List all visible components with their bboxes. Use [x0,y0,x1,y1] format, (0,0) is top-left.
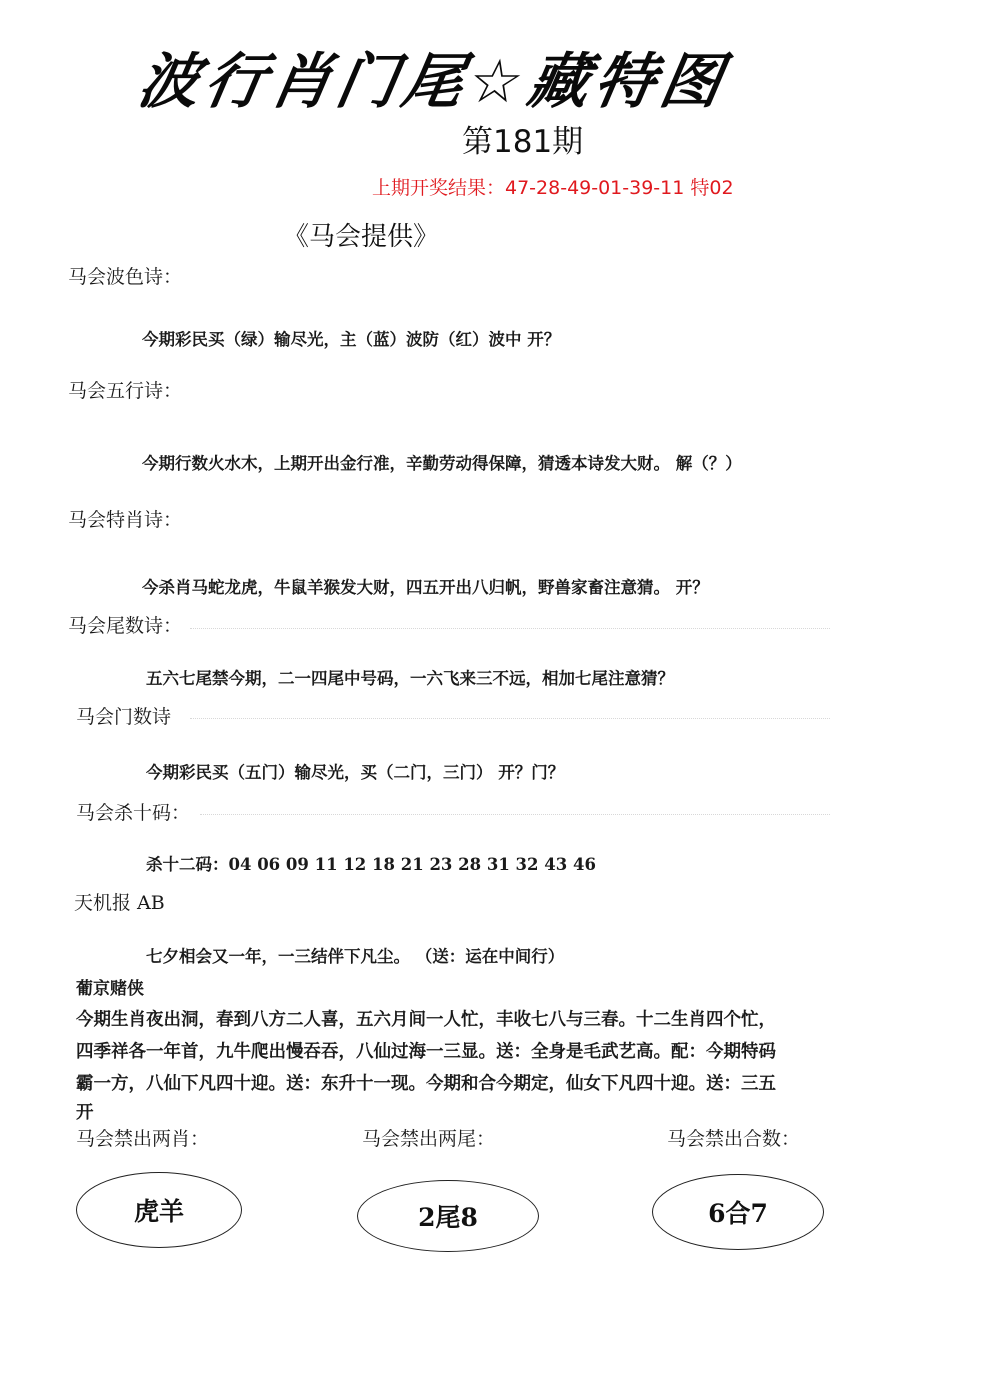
last-draw-result: 上期开奖结果：47-28-49-01-39-11 特02 [372,177,734,199]
wave-color-poem-label: 马会波色诗： [68,266,183,288]
divider [190,718,830,719]
tail-number-poem-label: 马会尾数诗： [68,615,183,637]
ban-zodiac-label: 马会禁出两肖： [76,1128,210,1150]
kill-ten-label: 马会杀十码： [76,802,191,824]
five-elements-poem-label: 马会五行诗： [68,380,183,402]
tianji-text: 七夕相会又一年，一三结伴下凡尘。 （送：运在中间行） [146,947,565,966]
pujing-line: 四季祥各一年首，九牛爬出慢吞吞，八仙过海一三显。送：全身是毛武艺高。配：今期特码 [76,1042,776,1062]
ban-tail-oval [357,1180,539,1252]
door-number-poem-label: 马会门数诗 [76,706,172,728]
five-elements-poem-text: 今期行数火水木，上期开出金行准，辛勤劳动得保障，猜透本诗发大财。 解（？） [142,454,742,473]
kill-twelve-numbers: 杀十二码：04 06 09 11 12 18 21 23 28 31 32 43 46 [146,855,596,874]
issue-number: 第181期 [462,124,584,160]
divider [200,814,830,815]
ban-tail-value: 2尾8 [418,1203,478,1232]
tail-number-poem-text: 五六七尾禁今期，二一四尾中号码，一六飞来三不远，相加七尾注意猜？ [146,669,674,688]
tianji-label: 天机报 AB [74,892,165,914]
pujing-line: 霸一方，八仙下凡四十迎。送：东升十一现。今期和合今期定，仙女下凡四十迎。送：三五 [76,1074,776,1094]
provider-label: 《马会提供》 [283,222,440,252]
ban-sum-label: 马会禁出合数： [667,1128,801,1150]
door-number-poem-text: 今期彩民买（五门）输尽光，买（二门，三门） 开？门？ [146,763,565,782]
ban-sum-value: 6合7 [708,1199,768,1228]
pujing-label: 葡京赌侠 [76,979,144,999]
ban-sum-oval [652,1174,824,1250]
divider [190,628,830,629]
ban-zodiac-value: 虎羊 [133,1197,184,1226]
wave-color-poem-text: 今期彩民买（绿）输尽光，主（蓝）波防（红）波中 开？ [142,330,561,349]
ban-tail-label: 马会禁出两尾： [362,1128,496,1150]
pujing-line: 今期生肖夜出洞，春到八方二人喜，五六月间一人忙，丰收七八与三春。十二生肖四个忙， [76,1010,776,1030]
page-title: 波行肖门尾☆藏特图 [132,47,734,117]
special-zodiac-poem-text: 今杀肖马蛇龙虎，牛鼠羊猴发大财，四五开出八归帆，野兽家畜注意猜。 开？ [142,578,709,597]
special-zodiac-poem-label: 马会特肖诗： [68,509,183,531]
ban-zodiac-oval [76,1172,242,1248]
pujing-line: 开 [76,1103,94,1123]
